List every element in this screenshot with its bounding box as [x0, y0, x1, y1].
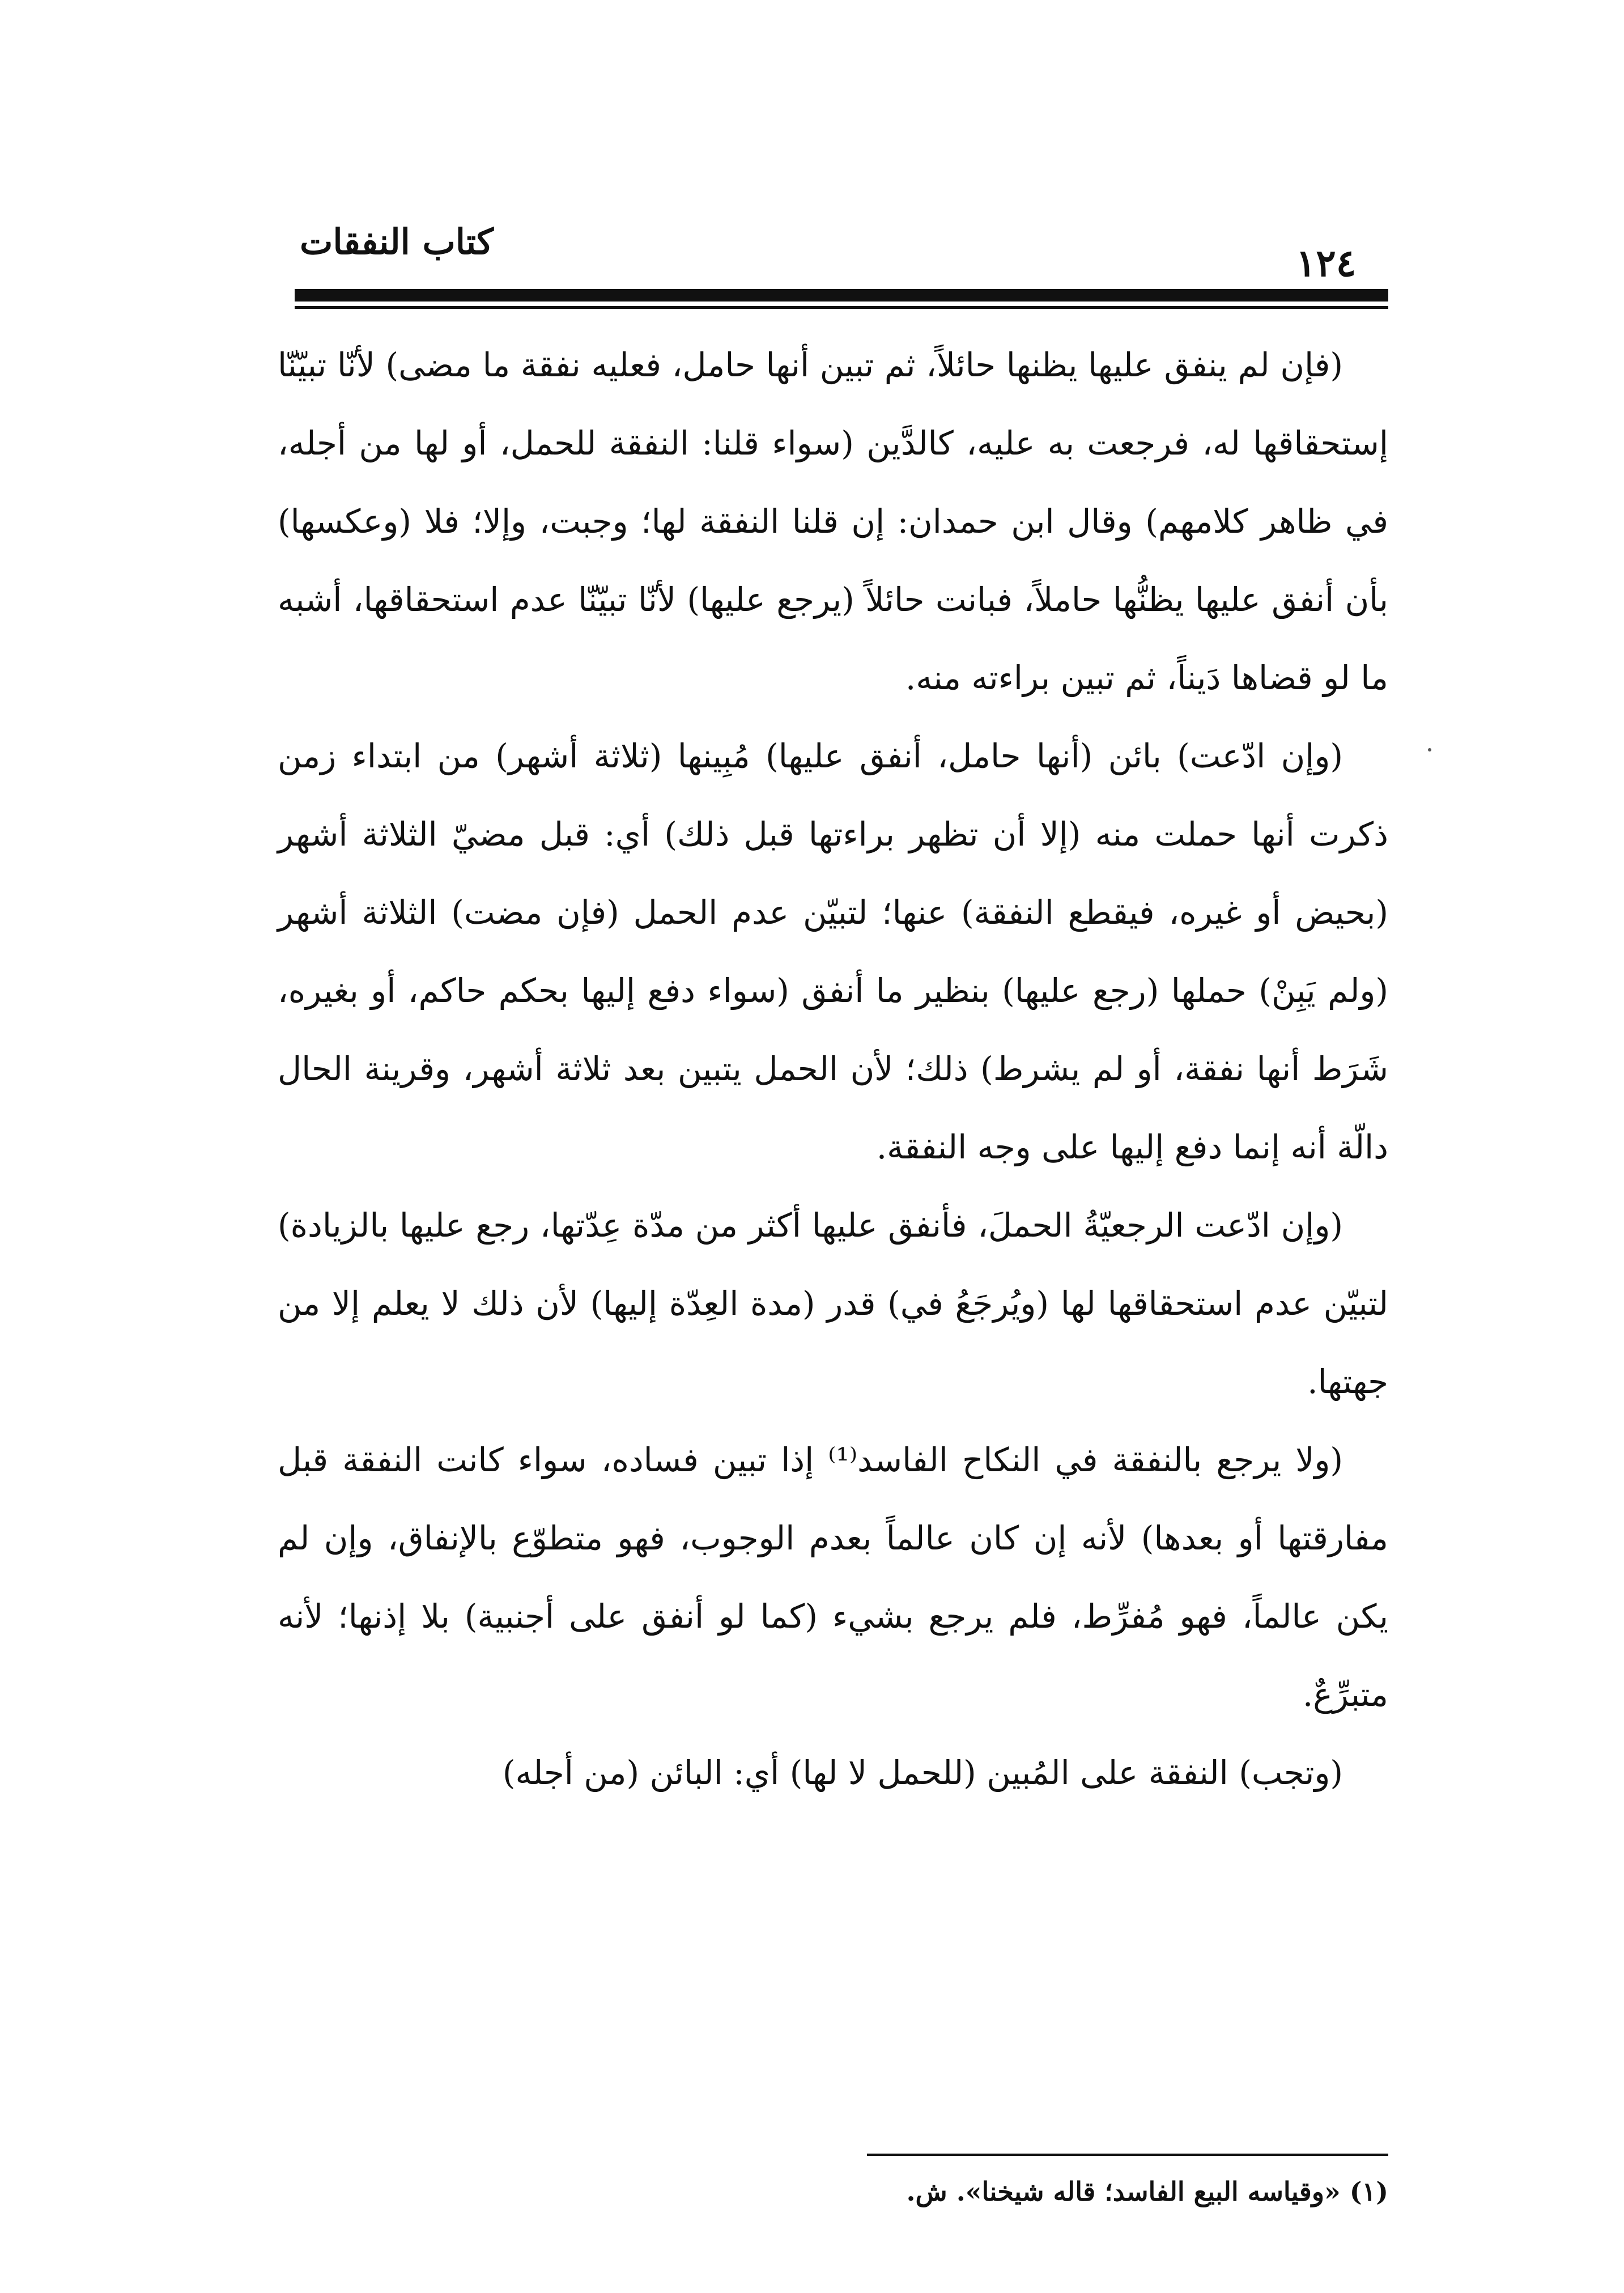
page-number: ١٢٤: [1295, 241, 1357, 285]
paragraph: (وتجب) النفقة على المُبين (للحمل لا لها) أي: البائن (من أجله): [502, 1753, 1343, 1792]
paragraph: (فإن لم ينفق عليها يظنها حائلاً، ثم تبين أنها حامل، فعليه نفقة ما مضى) لأنّا تبيّنّا إستحقاقها له، فرجعت به عليه، كالدَّين (سواء قلنا: النفقة للحمل، أو لها من أجله، في ظاهر كلامهم) وقال ابن حمدان: إن قلنا النفقة لها؛ وجبت، وإلا؛ فلا (وعكسها) بأن أنفق عليها يظنُّها حاملاً، فبانت حائلاً (يرجع عليها) لأنّا تبيّنّا عدم استحقاقها، أشبه ما لو قضاها دَيناً، ثم تبين براءته منه.: [278, 346, 1388, 697]
main-text: [278, 326, 1388, 1812]
scan-speck: [1428, 748, 1431, 751]
running-header-title: كتاب النفقات: [300, 221, 494, 262]
header-rule-thick: [295, 289, 1388, 302]
paragraph: (وإن ادّعت الرجعيّةُ الحملَ، فأنفق عليها أكثر من مدّة عِدّتها، رجع عليها بالزيادة) لتبيّن عدم استحقاقها لها (ويُرجَعُ في) قدر (مدة العِدّة إليها) لأن ذلك لا يعلم إلا من جهتها.: [278, 1206, 1388, 1401]
header-rule-thin: [295, 306, 1388, 309]
paragraph: (ولا يرجع بالنفقة في النكاح الفاسد⁽¹⁾ إذا تبين فساده، سواء كانت النفقة قبل مفارقتها أو بعدها) لأنه إن كان عالماً بعدم الوجوب، فهو متطوّع بالإنفاق، وإن لم يكن عالماً، فهو مُفرِّط، فلم يرجع بشيء (كما لو أنفق على أجنبية) بلا إذنها؛ لأنه متبرِّعٌ.: [278, 1441, 1388, 1714]
footnote: (١) «وقياسه البيع الفاسد؛ قاله شيخنا». ش.: [906, 2176, 1388, 2207]
paragraph: (وإن ادّعت) بائن (أنها حامل، أنفق عليها) مُبِينها (ثلاثة أشهر) من ابتداء زمن ذكرت أنها حملت منه (إلا أن تظهر براءتها قبل ذلك) أي: قبل مضيّ الثلاثة أشهر (بحيض أو غيره، فيقطع النفقة) عنها؛ لتبيّن عدم الحمل (فإن مضت) الثلاثة أشهر (ولم يَبِنْ) حملها (رجع عليها) بنظير ما أنفق (سواء دفع إليها بحكم حاكم، أو بغيره، شَرَط أنها نفقة، أو لم يشرط) ذلك؛ لأن الحمل يتبين بعد ثلاثة أشهر، وقرينة الحال دالّة أنه إنما دفع إليها على وجه النفقة.: [278, 737, 1388, 1166]
footnote-rule: [867, 2154, 1388, 2156]
